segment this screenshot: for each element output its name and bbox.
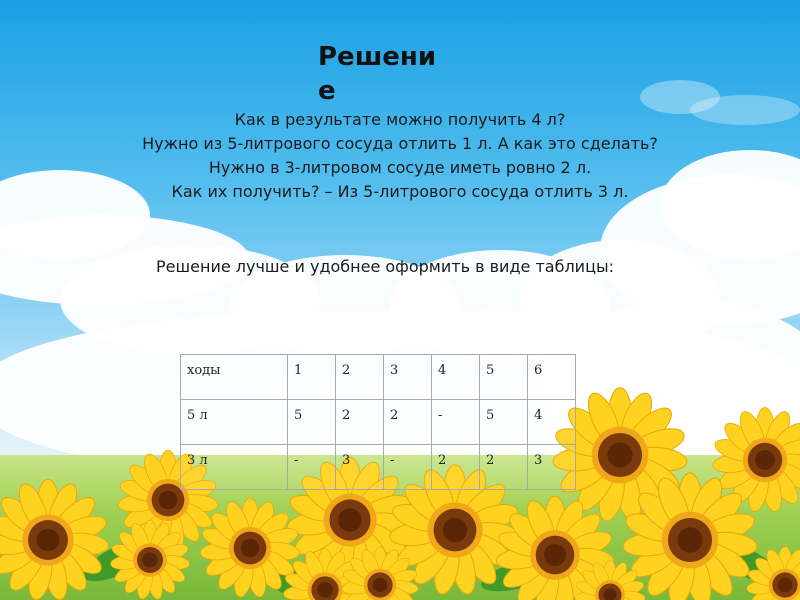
- table-cell: -: [384, 445, 432, 490]
- table-cell: -: [432, 400, 480, 445]
- table-cell: 4: [432, 355, 480, 400]
- table-cell: 2: [432, 445, 480, 490]
- table-cell: 5: [288, 400, 336, 445]
- table-cell: 6: [528, 355, 576, 400]
- question-text: [0, 108, 800, 204]
- slide-title: Решение: [318, 42, 437, 106]
- table-cell: 5: [480, 400, 528, 445]
- question-line: Как их получить? – Из 5-литрового сосуда отлить 3 л.: [171, 182, 629, 201]
- table-cell: -: [288, 445, 336, 490]
- row-label: 3 л: [181, 445, 288, 490]
- table-cell: 1: [288, 355, 336, 400]
- table-cell: 4: [528, 400, 576, 445]
- row-label: ходы: [181, 355, 288, 400]
- table-cell: 2: [336, 400, 384, 445]
- table-row: [181, 445, 576, 490]
- solution-table: [180, 354, 576, 490]
- table-cell: 2: [480, 445, 528, 490]
- table-intro-text: Решение лучше и удобнее оформить в виде таблицы:: [156, 257, 614, 276]
- table-row: [181, 355, 576, 400]
- table-cell: 3: [336, 445, 384, 490]
- table-cell: 3: [528, 445, 576, 490]
- table-cell: 5: [480, 355, 528, 400]
- question-line: Как в результате можно получить 4 л?: [234, 110, 566, 129]
- table-cell: 2: [336, 355, 384, 400]
- table-row: [181, 400, 576, 445]
- table-cell: 2: [384, 400, 432, 445]
- row-label: 5 л: [181, 400, 288, 445]
- question-line: Нужно из 5-литрового сосуда отлить 1 л. А как это сделать?: [142, 134, 658, 153]
- question-line: Нужно в 3-литровом сосуде иметь ровно 2 л.: [208, 158, 592, 177]
- table-cell: 3: [384, 355, 432, 400]
